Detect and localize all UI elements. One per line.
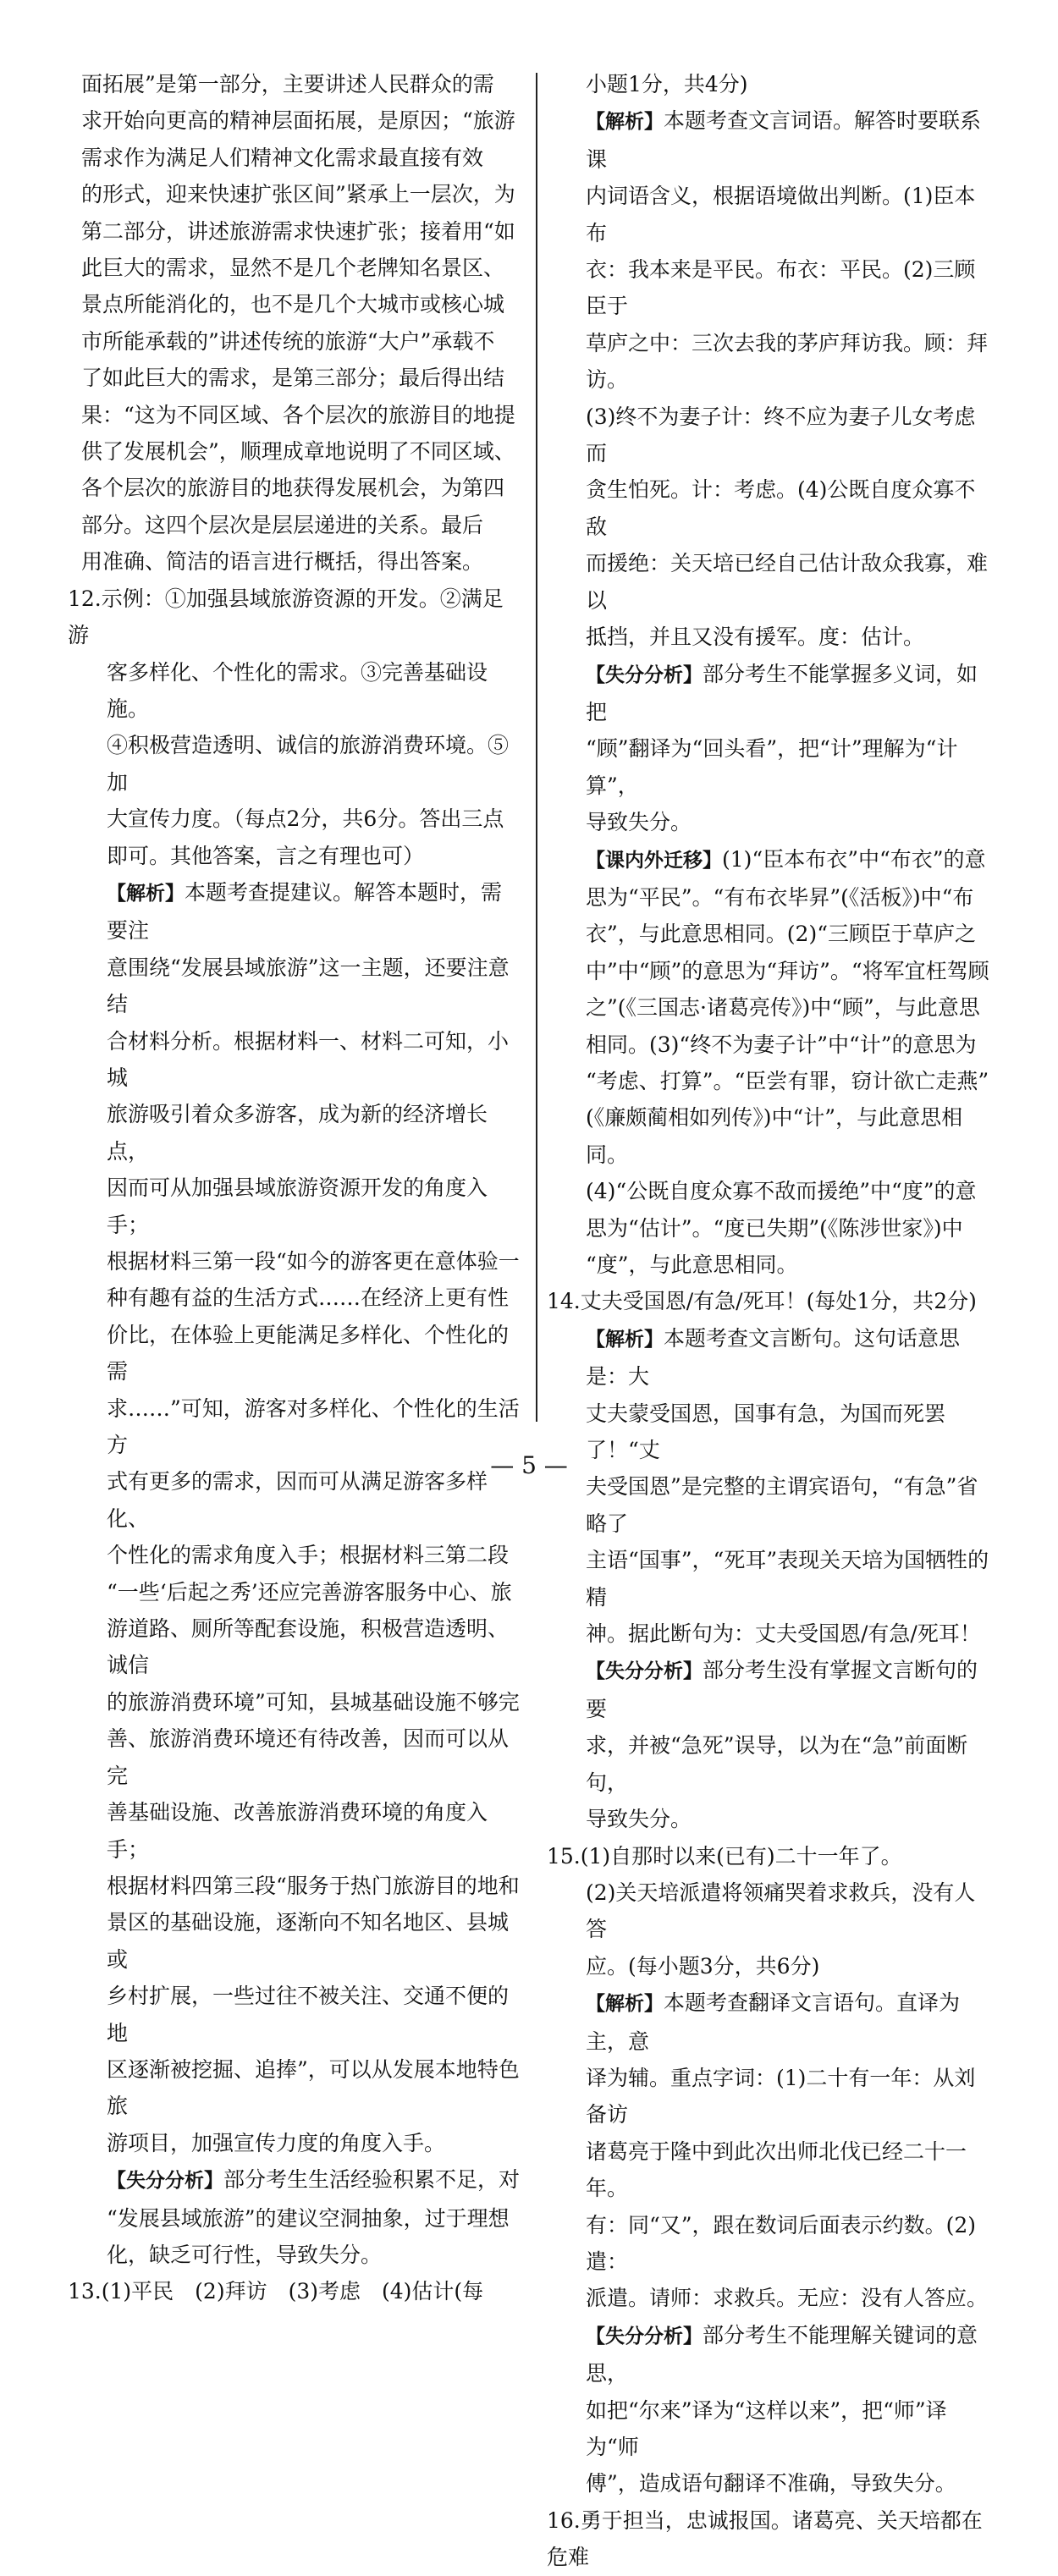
q13-analysis-line: 内词语含义，根据语境做出判断。(1)臣本布 xyxy=(586,184,976,245)
q14-analysis-line: 神。据此断句为：丈夫受国恩/有急/死耳！ xyxy=(586,1621,981,1647)
q12-answer-line: 12.示例：①加强县域旅游资源的开发。②满足游 xyxy=(68,586,504,648)
page-number: — 5 — xyxy=(490,1451,568,1479)
q15-analysis-line: 译为辅。重点字词：(1)二十有一年：从刘备访 xyxy=(586,2065,976,2127)
q12-answer-line: 客多样化、个性化的需求。③完善基础设施。 xyxy=(107,659,488,721)
q13-analysis-line: 衣：我本来是平民。布衣：平民。(2)三顾臣于 xyxy=(586,257,976,319)
q14-loss-line: 导致失分。 xyxy=(586,1807,692,1832)
q14-loss-line: 求，并被“急死”误导，以为在“急”前面断句， xyxy=(586,1733,968,1795)
text-line: 求开始向更高的精神层面拓展，是原因；“旅游 xyxy=(81,108,515,134)
q12-analysis-line: 价比，在体验上更能满足多样化、个性化的需 xyxy=(107,1322,510,1384)
q13-transfer-line: 相同。(3)“终不为妻子计”中“计”的意思为 xyxy=(586,1032,977,1057)
q12-answer-line: ④积极营造透明、诚信的旅游消费环境。⑤加 xyxy=(107,733,510,795)
text-line: 景点所能消化的，也不是几个大城市或核心城 xyxy=(81,292,505,317)
q12-analysis-line: 根据材料四第三段“服务于热门旅游目的地和 xyxy=(107,1873,520,1898)
q12-analysis-line: 式有更多的需求，因而可从满足游客多样化、 xyxy=(107,1469,488,1531)
loss-text: 部分考生生活经验积累不足，对 xyxy=(223,2167,521,2193)
q12-analysis-line: 根据材料三第一段“如今的游客更在意体验一 xyxy=(107,1249,520,1274)
text-line: 市所能承载的”讲述传统的旅游“大户”承载不 xyxy=(81,328,495,354)
q12-analysis-line: “一些‘后起之秀’还应完善游客服务中心、旅 xyxy=(107,1579,512,1604)
q13-transfer-line: 衣”，与此意思相同。(2)“三顾臣于草庐之 xyxy=(586,922,976,947)
text-line: 面拓展”是第一部分，主要讲述人民群众的需 xyxy=(81,72,494,96)
q12-analysis-line: 游项目，加强宣传力度的角度入手。 xyxy=(107,2130,446,2155)
q14-analysis-line xyxy=(560,1320,990,1395)
q15-analysis-line: 派遣。请师：求救兵。无应：没有人答应。 xyxy=(586,2286,989,2311)
q13-analysis-line xyxy=(560,102,990,178)
text-line: 需求作为满足人们精神文化需求最直接有效 xyxy=(81,145,484,170)
analysis-tag: 【解析】 xyxy=(586,1993,664,2016)
loss-text: 部分考生不能掌握多义词，如把 xyxy=(586,661,978,724)
q14-analysis-line: 主语“国事”，“死耳”表现关天培为国牺牲的精 xyxy=(586,1548,989,1610)
q13-answer-line: 13.(1)平民 (2)拜访 (3)考虑 (4)估计(每 xyxy=(68,2279,484,2304)
q12-analysis-line: 乡村扩展，一些过往不被关注、交通不便的地 xyxy=(107,1984,510,2045)
analysis-text: 本题考查翻译文言语句。直译为主，意 xyxy=(586,1990,961,2054)
q14-answer-line: 14.丈夫受国恩/有急/死耳！(每处1分，共2分) xyxy=(547,1289,977,1314)
q16-answer-line: 16.勇于担当，忠诚报国。诸葛亮、关天培都在危难 xyxy=(547,2507,983,2570)
q13-transfer-line: “考虑、打算”。“臣尝有罪，窃计欲亡走燕” xyxy=(586,1068,989,1093)
loss-analysis-tag: 【失分分析】 xyxy=(107,2170,223,2193)
q13-transfer-line: 思为“估计”。“度已失期”(《陈涉世家》)中 xyxy=(586,1215,963,1241)
q13-transfer-line xyxy=(560,841,990,879)
q12-loss-line xyxy=(81,2161,521,2199)
q12-loss-line: “发展县域旅游”的建议空洞抽象，过于理想 xyxy=(107,2205,510,2231)
loss-analysis-tag: 【失分分析】 xyxy=(586,1660,703,1683)
loss-analysis-tag: 【失分分析】 xyxy=(586,2325,703,2348)
column-divider xyxy=(536,73,537,1422)
q12-analysis-line: 意围绕“发展县域旅游”这一主题，还要注意结 xyxy=(107,955,510,1017)
analysis-tag: 【解析】 xyxy=(586,1328,664,1351)
loss-text: 部分考生不能理解关键词的意思， xyxy=(586,2322,978,2386)
q15-loss-line xyxy=(560,2317,990,2392)
q13-transfer-line: (《廉颇蔺相如列传》)中“计”，与此意思相同。 xyxy=(586,1105,963,1167)
left-column xyxy=(68,66,521,2310)
q12-answer-line: 大宣传力度。（每点2分，共6分。答出三点 xyxy=(107,806,504,832)
q15-analysis-line xyxy=(560,1984,990,2060)
text-line: 此巨大的需求，显然不是几个老牌知名景区、 xyxy=(81,256,505,281)
transfer-tag: 【课内外迁移】 xyxy=(586,849,722,872)
q13-analysis-line: 抵挡，并且又没有援军。度：估计。 xyxy=(586,625,925,650)
q14-analysis-line: 丈夫蒙受国恩，国事有急，为国而死罢了！“丈 xyxy=(586,1401,946,1463)
q12-analysis-line: 旅游吸引着众多游客，成为新的经济增长点， xyxy=(107,1102,488,1164)
q12-answer-line: 即可。其他答案，言之有理也可） xyxy=(107,843,425,868)
q13-loss-line: 导致失分。 xyxy=(586,810,692,835)
q13-transfer-line: (4)“公既自度众寡不敌而援绝”中“度”的意 xyxy=(586,1179,977,1204)
text-line: 部分。这四个层次是层层递进的关系。最后 xyxy=(81,512,484,537)
text-line: 的形式，迎来快速扩张区间”紧承上一层次，为 xyxy=(81,182,515,207)
q12-analysis-line: 求……”可知，游客对多样化、个性化的生活方 xyxy=(107,1395,520,1458)
q12-analysis-line: 景区的基础设施，逐渐向不知名地区、县城或 xyxy=(107,1910,510,1972)
text-line: 用准确、简洁的语言进行概括，得出答案。 xyxy=(81,549,484,575)
q12-loss-line: 化，缺乏可行性，导致失分。 xyxy=(107,2242,383,2267)
q12-analysis-line: 善、旅游消费环境还有待改善，因而可以从完 xyxy=(107,1726,510,1788)
q13-transfer-line: 中”中“顾”的意思为“拜访”。“将军宜枉驾顾 xyxy=(586,958,989,983)
q15-analysis-line: 有：同“又”，跟在数词后面表示约数。(2)遣： xyxy=(586,2212,976,2274)
q13-analysis-line: 草庐之中：三次去我的茅庐拜访我。顾：拜访。 xyxy=(586,330,989,393)
text-line: 各个层次的旅游目的地获得发展机会，为第四 xyxy=(81,476,505,501)
q15-loss-line: 如把“尔来”译为“这样以来”，把“师”译为“师 xyxy=(586,2397,947,2459)
q15-analysis-line: 诸葛亮于隆中到此次出师北伐已经二十一年。 xyxy=(586,2138,967,2201)
q12-analysis-line: 种有趣有益的生活方式……在经济上更有性 xyxy=(107,1285,510,1311)
text-line: 供了发展机会”，顺理成章地说明了不同区域、 xyxy=(81,439,515,465)
q14-loss-line xyxy=(560,1652,990,1727)
q15-answer-line: 15.(1)自那时以来(已有)二十一年了。 xyxy=(547,1843,902,1869)
right-column xyxy=(547,66,990,2576)
transfer-text: (1)“臣本布衣”中“布衣”的意 xyxy=(722,846,986,872)
q12-analysis-line: 个性化的需求角度入手；根据材料三第二段 xyxy=(107,1543,510,1568)
analysis-tag: 【解析】 xyxy=(107,882,185,905)
analysis-tag: 【解析】 xyxy=(586,111,664,134)
text-line: 了如此巨大的需求，是第三部分；最后得出结 xyxy=(81,366,505,391)
question-12 xyxy=(68,581,521,2274)
q12-analysis-line xyxy=(81,874,521,949)
q14-analysis-line: 夫受国恩”是完整的主谓宾语句，“有急”省略了 xyxy=(586,1474,978,1536)
analysis-text: 本题考查提建议。解答本题时，需要注 xyxy=(107,879,503,944)
text-line: 果：“这为不同区域、各个层次的旅游目的地提 xyxy=(81,402,515,427)
q12-analysis-line: 区逐渐被挖掘、追捧”，可以从发展本地特色旅 xyxy=(107,2056,520,2119)
text-line: 第二部分，讲述旅游需求快速扩张；接着用“如 xyxy=(81,218,515,244)
q13-transfer-line: “度”，与此意思相同。 xyxy=(586,1252,798,1277)
q13-loss-line xyxy=(560,656,990,731)
q15-loss-line: 傅”，造成语句翻译不准确，导致失分。 xyxy=(586,2471,956,2496)
analysis-text: 本题考查文言词语。解答时要联系课 xyxy=(586,108,982,172)
q13-analysis-line: 贪生怕死。计：考虑。(4)公既自度众寡不敌 xyxy=(586,477,976,539)
q13-transfer-line: 思为“平民”。“有布衣毕昇”(《活板》)中“布 xyxy=(586,884,974,910)
q13-transfer-line: 之”(《三国志·诸葛亮传》)中“顾”，与此意思 xyxy=(586,995,980,1021)
q15-answer-line: (2)关天培派遣将领痛哭着求救兵，没有人答 xyxy=(586,1880,976,1942)
loss-analysis-tag: 【失分分析】 xyxy=(586,663,703,686)
q13-loss-line: “顾”翻译为“回头看”，把“计”理解为“计算”， xyxy=(586,736,958,798)
q15-answer-line: 应。(每小题3分，共6分) xyxy=(586,1953,820,1979)
q12-analysis-line: 善基础设施、改善旅游消费环境的角度入手； xyxy=(107,1800,488,1862)
q12-analysis-line: 游道路、厕所等配套设施，积极营造透明、诚信 xyxy=(107,1616,510,1678)
q12-analysis-line: 合材料分析。根据材料一、材料二可知，小城 xyxy=(107,1028,510,1090)
loss-text: 部分考生没有掌握文言断句的要 xyxy=(586,1658,978,1721)
q12-analysis-line: 的旅游消费环境”可知，县城基础设施不够完 xyxy=(107,1689,520,1715)
q13-answer-cont: 小题1分，共4分) xyxy=(586,72,748,96)
q12-analysis-line: 因而可从加强县域旅游资源开发的角度入手； xyxy=(107,1175,488,1237)
analysis-text: 本题考查文言断句。这句话意思是：大 xyxy=(586,1325,961,1390)
q13-analysis-line: 而援绝：关天培已经自己估计敌众我寡，难以 xyxy=(586,551,989,613)
q13-analysis-line: (3)终不为妻子计：终不应为妻子儿女考虑而 xyxy=(586,404,976,466)
